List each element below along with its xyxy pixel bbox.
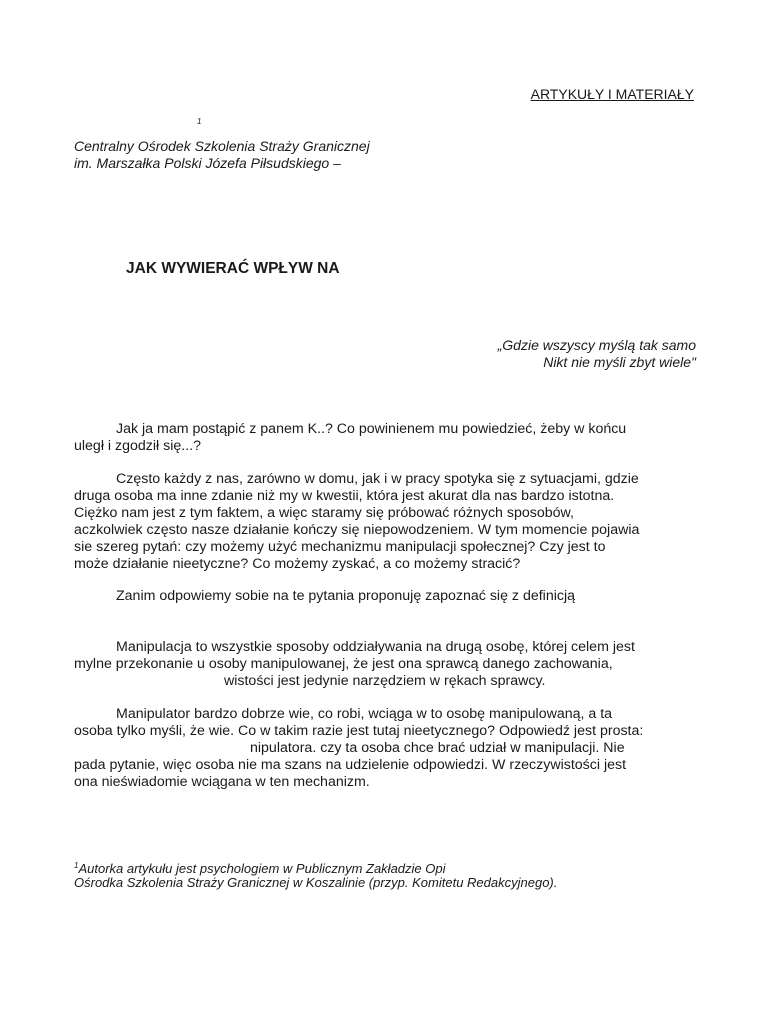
paragraph-2 — [74, 471, 700, 573]
paragraph-line: aczkolwiek często nasze działanie kończy się niepowodzeniem. W tym momencie pojawia — [74, 522, 640, 538]
epigraph-line: „Gdzie wszyscy myślą tak samo — [497, 337, 696, 353]
paragraph-line: nipulatora. czy ta osoba chce brać udział w manipulacji. Nie — [250, 740, 625, 756]
footnote-marker: 1 — [197, 117, 202, 126]
paragraph-line: Manipulacja to wszystkie sposoby oddziaływania na drugą osobę, której celem jest — [116, 639, 635, 655]
paragraph-1 — [74, 421, 700, 455]
article-title: JAK WYWIERAĆ WPŁYW NA — [126, 260, 340, 277]
affiliation-line: Centralny Ośrodek Szkolenia Straży Granicznej — [74, 138, 370, 154]
footnote — [74, 857, 557, 891]
paragraph-line: osoba tylko myśli, że wie. Co w takim razie jest tutaj nieetycznego? Odpowiedź jest prosta: — [74, 723, 644, 739]
paragraph-4 — [74, 639, 700, 690]
paragraph-3 — [74, 588, 700, 605]
footnote-text: Autorka artykułu jest psychologiem w Publicznym Zakładzie Opi — [78, 861, 446, 876]
paragraph-line: Jak ja mam postąpić z panem K..? Co powinienem mu powiedzieć, żeby w końcu — [116, 421, 627, 437]
paragraph-line: ona nieświadomie wciągana w ten mechanizm. — [74, 774, 370, 790]
paragraph-line: pada pytanie, więc osoba nie ma szans na udzielenie odpowiedzi. W rzeczywistości jest — [74, 757, 627, 773]
paragraph-line: Ciężko nam jest z tym faktem, a więc staramy się próbować różnych sposobów, — [74, 505, 574, 521]
footnote-marker: 1 — [74, 861, 79, 870]
paragraph-line: uległ i zgodził się...? — [74, 438, 201, 454]
paragraph-line: sie szereg pytań: czy możemy użyć mechanizmu manipulacji społecznej? Czy jest to — [74, 539, 606, 555]
section-header: ARTYKUŁY I MATERIAŁY — [530, 86, 694, 102]
paragraph-5 — [74, 706, 700, 791]
affiliation-line: im. Marszałka Polski Józefa Piłsudskiego – — [74, 155, 341, 171]
paragraph-line: wistości jest jedynie narzędziem w rękach sprawcy. — [224, 673, 546, 689]
paragraph-line: Zanim odpowiemy sobie na te pytania proponuję zapoznać się z definicją — [116, 588, 576, 604]
paragraph-line: może działanie nieetyczne? Co możemy zyskać, a co możemy stracić? — [74, 556, 521, 572]
epigraph — [498, 337, 696, 371]
paragraph-line: mylne przekonanie u osoby manipulowanej, że jest ona sprawcą danego zachowania, — [74, 656, 613, 672]
paragraph-line: Manipulator bardzo dobrze wie, co robi, wciąga w to osobę manipulowaną, a ta — [116, 706, 613, 722]
footnote-line — [74, 857, 557, 874]
epigraph-line: Nikt nie myśli zbyt wiele" — [543, 354, 696, 370]
paragraph-line: druga osoba ma inne zdanie niż my w kwestii, która jest akurat dla nas bardzo istotna. — [74, 488, 615, 504]
paragraph-line: Często każdy z nas, zarówno w domu, jak i w pracy spotyka się z sytuacjami, gdzie — [116, 471, 639, 487]
footnote-line: Ośrodka Szkolenia Straży Granicznej w Koszalinie (przyp. Komitetu Redakcyjnego). — [74, 875, 558, 890]
author-affiliation — [74, 138, 370, 172]
